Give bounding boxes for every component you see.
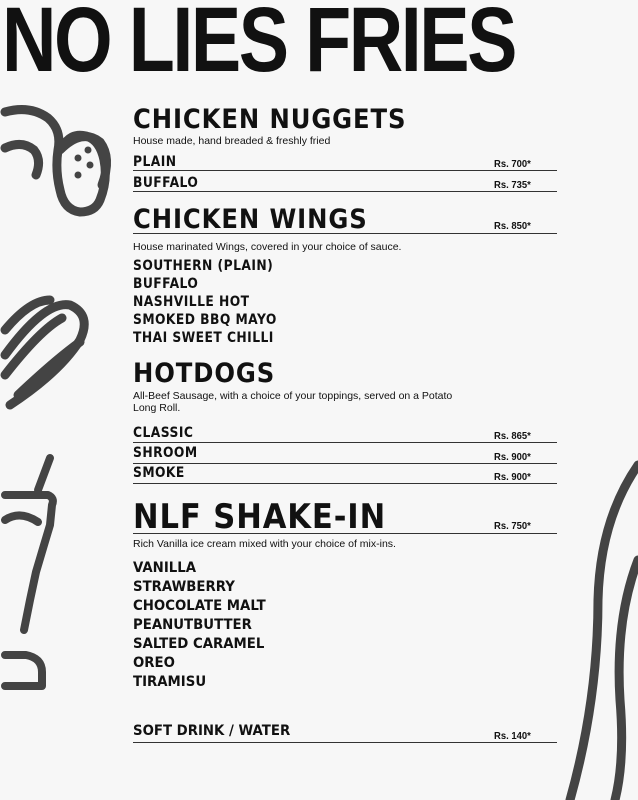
menu-item-classic: CLASSIC <box>133 425 194 441</box>
price-smoke: Rs. 900* <box>494 471 531 483</box>
menu-item-soft-drink: SOFT DRINK / WATER <box>133 723 291 739</box>
price-buffalo: Rs. 735* <box>494 179 531 191</box>
sauce-southern: SOUTHERN (PLAIN) <box>133 258 274 274</box>
mixin-oreo: OREO <box>133 655 175 671</box>
divider <box>133 442 557 443</box>
price-shake: Rs. 750* <box>494 520 531 532</box>
section-description-wings: House marinated Wings, covered in your choice of sauce. <box>133 241 402 253</box>
nugget-icon <box>5 110 107 212</box>
price-shroom: Rs. 900* <box>494 451 531 463</box>
mixin-chocolate-malt: CHOCOLATE MALT <box>133 598 266 614</box>
section-description-hotdogs: All-Beef Sausage, with a choice of your toppings, served on a Potato Long Roll. <box>133 390 453 414</box>
sauce-smoked-bbq-mayo: SMOKED BBQ MAYO <box>133 312 277 328</box>
sauce-thai-sweet-chilli: THAI SWEET CHILLI <box>133 330 274 346</box>
section-description-nuggets: House made, hand breaded & freshly fried <box>133 135 331 147</box>
price-classic: Rs. 865* <box>494 430 531 442</box>
mixin-strawberry: STRAWBERRY <box>133 579 235 595</box>
divider <box>133 191 557 192</box>
menu-item-shroom: SHROOM <box>133 445 198 461</box>
mixin-peanutbutter: PEANUTBUTTER <box>133 617 252 633</box>
price-wings: Rs. 850* <box>494 220 531 232</box>
hotdog-icon <box>5 300 84 405</box>
price-soft-drink: Rs. 140* <box>494 730 531 742</box>
section-title-shake: NLF SHAKE-IN <box>133 497 387 537</box>
menu-item-buffalo: BUFFALO <box>133 175 199 191</box>
menu-item-plain: PLAIN <box>133 154 177 170</box>
milkshake-icon <box>5 458 53 686</box>
divider <box>133 170 557 171</box>
divider <box>133 233 557 234</box>
section-description-shake: Rich Vanilla ice cream mixed with your choice of mix-ins. <box>133 538 396 550</box>
mixin-salted-caramel: SALTED CARAMEL <box>133 636 265 652</box>
divider <box>133 483 557 484</box>
section-title-hotdogs: HOTDOGS <box>133 358 276 389</box>
sauce-nashville-hot: NASHVILLE HOT <box>133 294 250 310</box>
section-title-wings: CHICKEN WINGS <box>133 204 368 235</box>
sauce-buffalo: BUFFALO <box>133 276 199 292</box>
mixin-vanilla: VANILLA <box>133 560 197 576</box>
divider <box>133 742 557 743</box>
divider <box>133 533 557 534</box>
brand-title: NO LIES FRIES <box>2 0 515 91</box>
divider <box>133 463 557 464</box>
menu-item-smoke: SMOKE <box>133 465 185 481</box>
section-title-nuggets: CHICKEN NUGGETS <box>133 104 407 135</box>
price-plain: Rs. 700* <box>494 158 531 170</box>
mixin-tiramisu: TIRAMISU <box>133 674 207 690</box>
curve-decoration <box>570 465 638 800</box>
